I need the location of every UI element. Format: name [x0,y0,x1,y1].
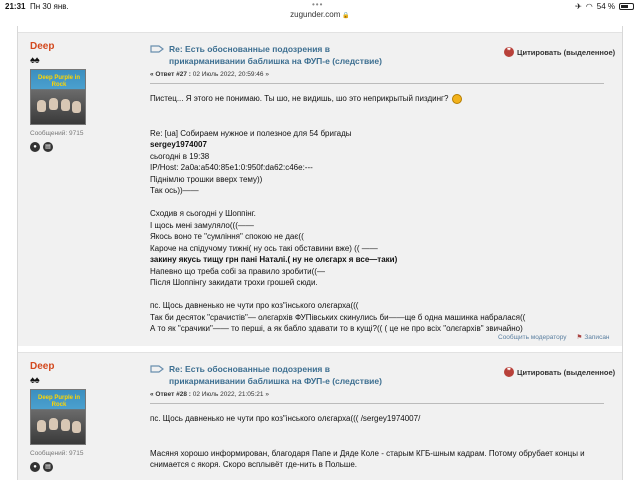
avatar[interactable] [30,389,86,445]
post-body [150,413,610,471]
forum-post [18,32,622,346]
divider [150,403,604,404]
reply-number[interactable]: « Ответ #27 : [150,71,191,78]
post-line: І щось мені замуляло(((—— [150,220,254,230]
report-moderator-link[interactable]: Сообщить модератору [498,333,567,341]
post-line: sergey1974007 [150,140,207,149]
battery-fill [621,5,628,8]
post-line: Сходив я сьогодні у Шоппінг. [150,209,256,218]
post-line: Піднімлю трошки вверх тему)) [150,174,263,184]
quote-icon: ❞ [504,367,514,377]
quote-button[interactable] [504,47,615,57]
post-line: Re: [ua] Собираем нужное и полезное для 54 бригады [150,128,352,138]
post-line: Так ось))—— [150,186,199,195]
post-meta [150,391,269,398]
quote-label[interactable]: Цитировать (выделенное) [517,367,616,377]
status-time: 21:31 [5,2,26,11]
battery-label: 54 % [596,2,615,11]
username-link[interactable]: Deep [30,361,55,372]
post-line: пс. Щось давненько не чути про коз"інського олєгарха((( [150,301,359,310]
profile-icon[interactable]: ● [30,462,40,472]
post-line: снимается с якоря. Скоро всплывёт где-нить в Польше. [150,460,358,469]
post-icon [150,44,164,54]
reply-number[interactable]: « Ответ #28 : [150,391,191,398]
post-meta [150,71,269,78]
post-line: Масяня хорошо информирован, благодаря Папе и Дяде Коле - старым КГБ-шным кадрам. Потому обрубает концы и [150,448,585,458]
profile-icon[interactable]: ● [30,142,40,152]
post-title-line2[interactable]: прикарманивании баблишка на ФУП-е (следствие) [169,56,382,66]
post-body [150,93,610,335]
post-line: Так би десяток "срачистів"— олєгархів ФУПівських скинулись би——ще б одна машинка набралася(( [150,312,526,322]
quote-button[interactable] [504,367,615,377]
smiley-icon [452,94,462,104]
wifi-icon: ◠ [585,2,593,11]
post-line: Після Шоппінгу закидати трохи грошей сюди. [150,278,318,287]
post-count: Сообщений: 9715 [30,130,84,137]
post-line: сьогодні в 19:38 [150,151,210,161]
logged-icon: ⚑ [576,334,583,341]
avatar-text: Deep Purple in Rock [37,75,80,88]
avatar[interactable] [30,69,86,125]
post-line: закину якусь тищу грн пані Наталі.( ну не олєгарх я все—таки) [150,255,398,264]
post-title-link[interactable] [169,363,419,387]
post-title-line1[interactable]: Re: Есть обоснованные подозрения в [169,364,330,374]
post-blank-line [150,436,610,448]
rank-icons: ♠♠ [30,375,39,386]
post-blank-line [150,197,610,209]
quote-label[interactable]: Цитировать (выделенное) [517,47,616,57]
post-line: пс. Щось давненько не чути про коз"інського олєгарха((( /sergey1974007/ [150,414,421,423]
post-line: Якось воно те "сумління" спокою не дає(( [150,232,304,241]
browser-menu-dots[interactable]: ••• [312,0,324,9]
airplane-icon: ✈ [575,2,582,11]
post-icon [150,364,164,374]
post-line: IP/Host: 2a0a:a540:85e1:0:950f:da62:c46e:--- [150,163,313,172]
user-panel [30,361,140,472]
post-count: Сообщений: 9715 [30,450,84,457]
post-footer [498,333,610,341]
avatar-faces [35,96,83,122]
user-panel [30,41,140,152]
avatar-text: Deep Purple in Rock [37,395,80,408]
post-line: Кароче на спідучому тижні( ну ось такі обставини вже) (( —— [150,243,378,253]
forum-page [17,26,623,480]
post-title-link[interactable] [169,43,419,67]
username-link[interactable]: Deep [30,41,55,52]
post-line: Пистец... Я этого не понимаю. Ты шо, не видишь, шо это неприкрытый пиздинг? [150,93,610,105]
post-blank-line [150,289,610,301]
post-line: А то як "срачики"—— то перші, а як бабло здавати то в кущі?(( ( це не про всіх "олєгархів" звичайно) [150,324,523,333]
message-icon[interactable]: ▤ [43,462,53,472]
url-bar[interactable] [0,10,640,24]
post-blank-line [150,425,610,437]
post-blank-line [150,105,610,117]
battery-icon [619,3,634,10]
url-text[interactable]: zugunder.com [290,10,341,19]
status-date: Пн 30 янв. [30,2,69,11]
quote-icon: ❞ [504,47,514,57]
post-date: 02 Июль 2022, 21:05:21 » [190,391,269,398]
divider [150,83,604,84]
post-title-line2[interactable]: прикарманивании баблишка на ФУП-е (следствие) [169,376,382,386]
forum-post [18,352,622,480]
post-date: 02 Июль 2022, 20:59:46 » [190,71,269,78]
lock-icon: 🔒 [342,13,350,19]
logged-label: Записан [584,333,610,341]
post-title-line1[interactable]: Re: Есть обоснованные подозрения в [169,44,330,54]
post-line: Напевно що треба собі за правило зробити((— [150,266,325,276]
avatar-faces [35,416,83,442]
rank-icons: ♠♠ [30,55,39,66]
post-blank-line [150,116,610,128]
message-icon[interactable]: ▤ [43,142,53,152]
